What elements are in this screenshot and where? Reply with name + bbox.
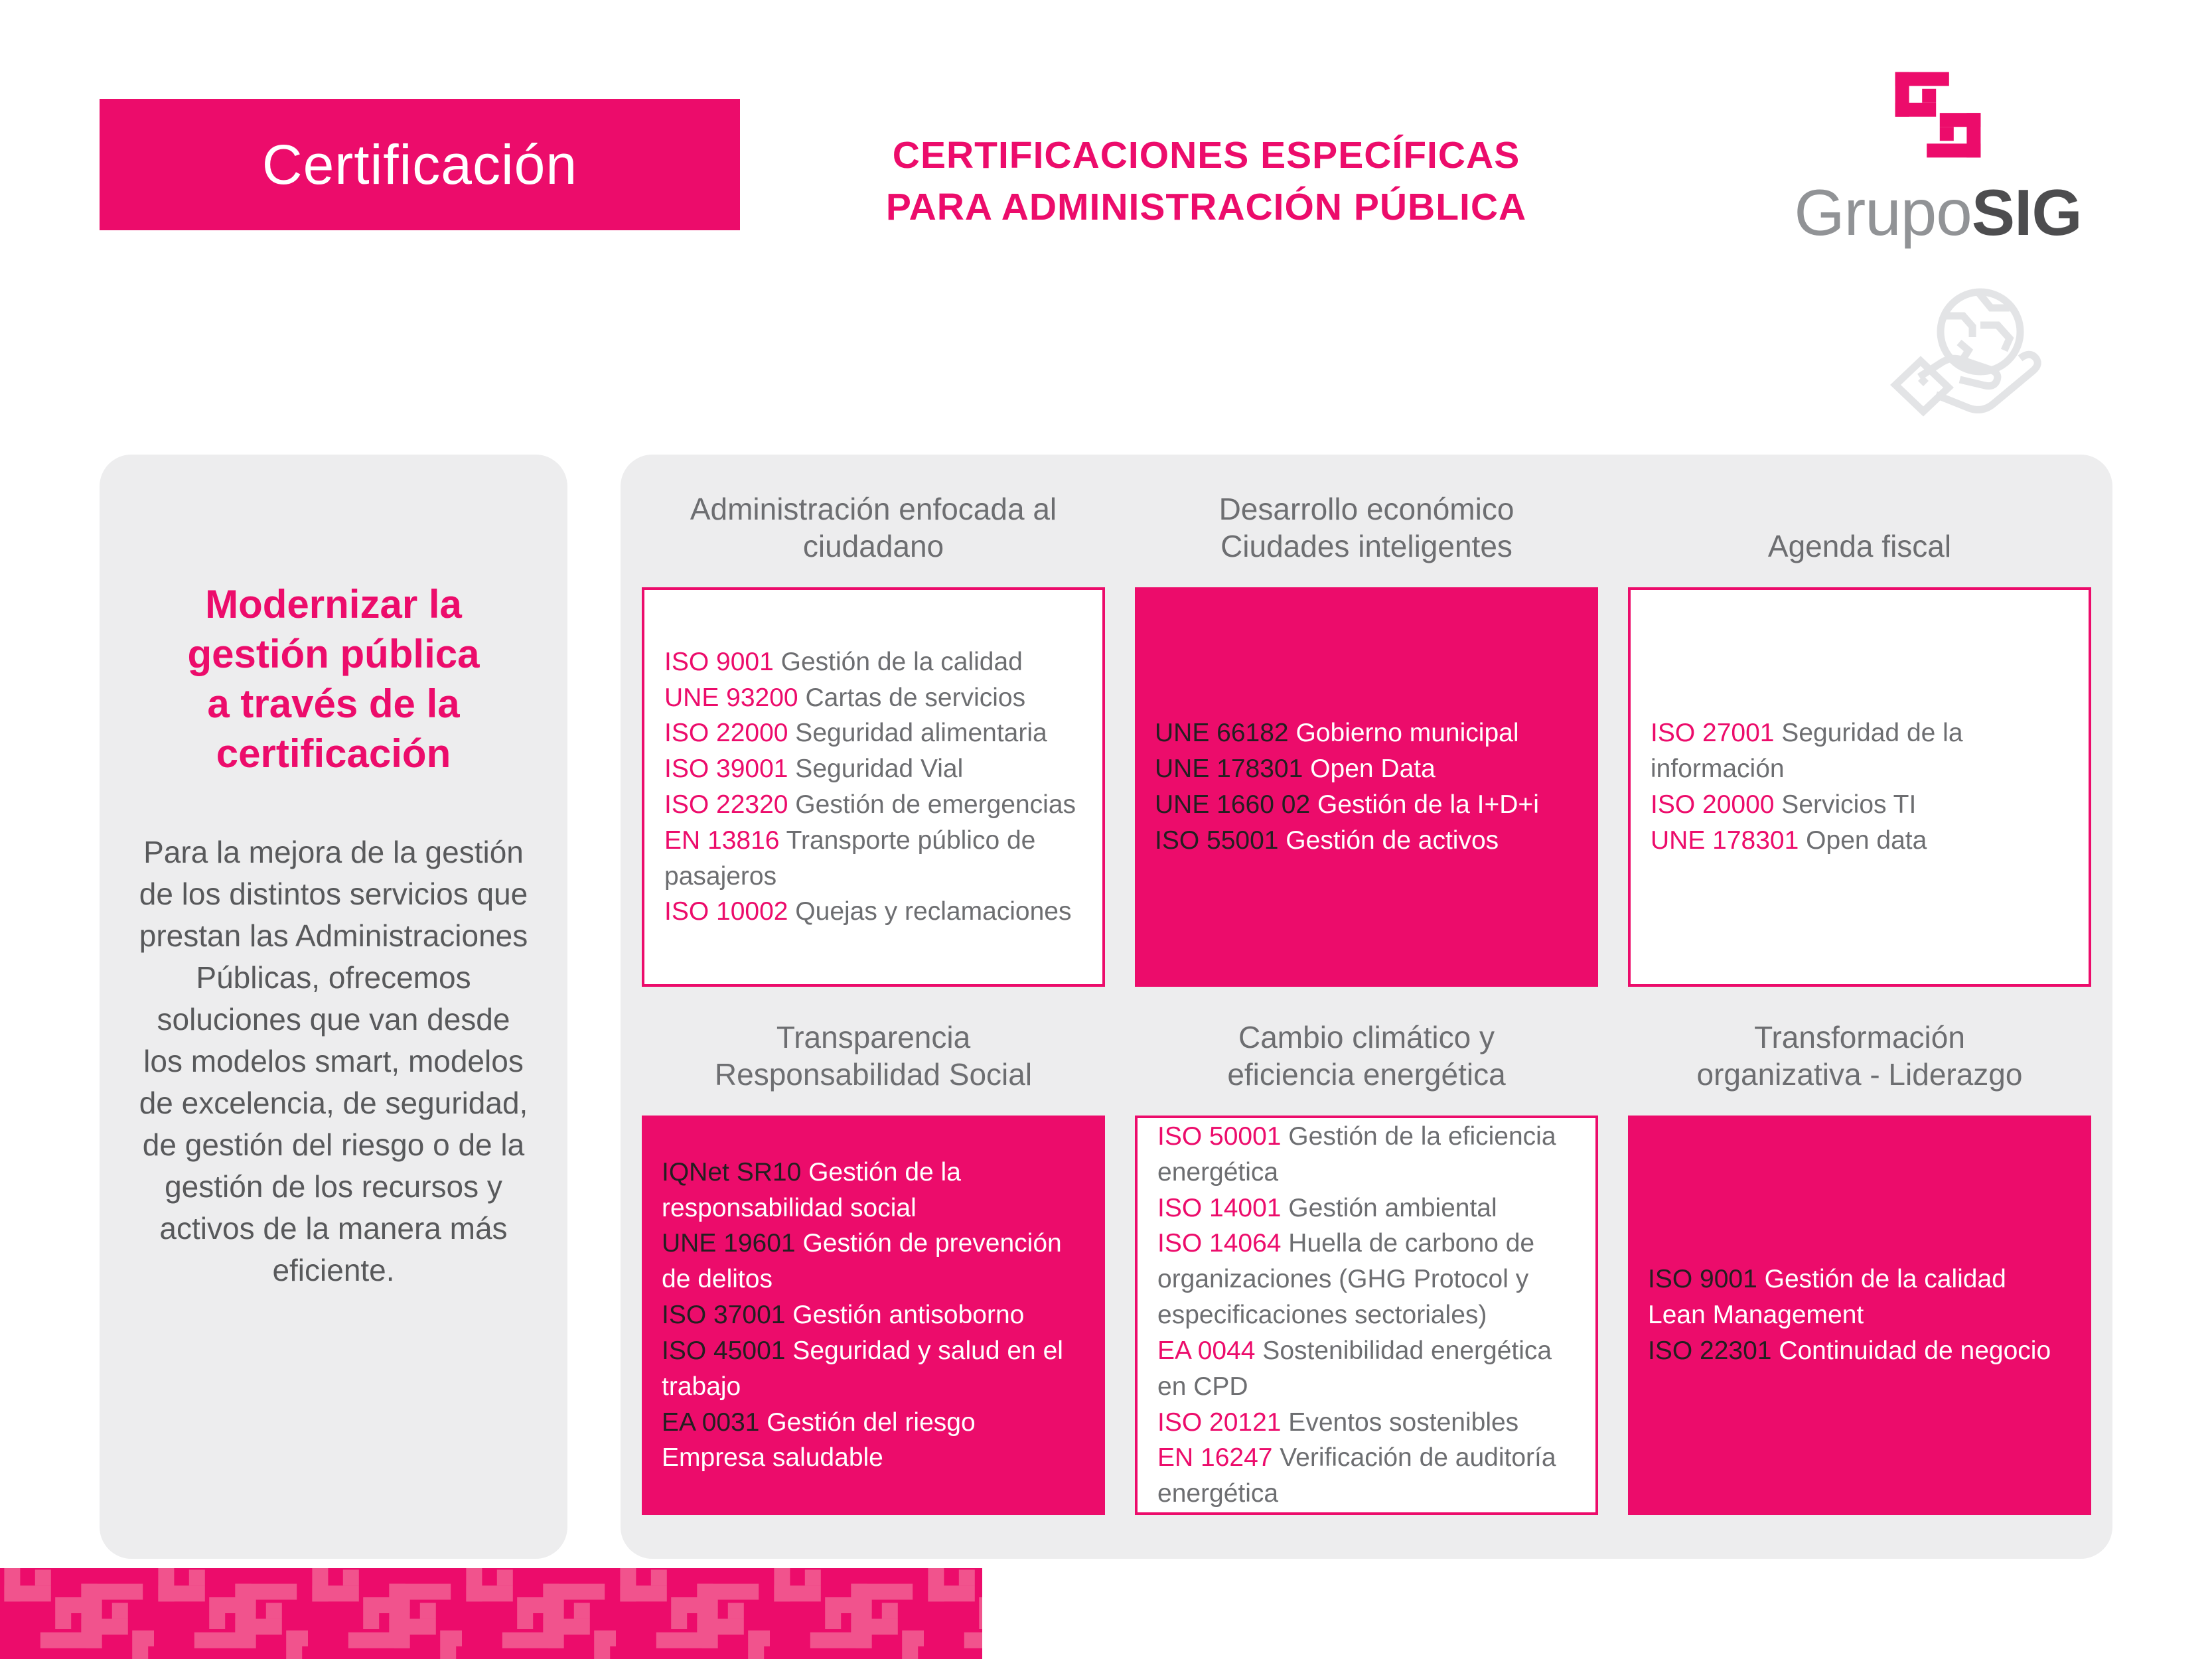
- banner: [100, 99, 740, 230]
- card-heading: Desarrollo económico Ciudades inteligentes: [1218, 491, 1514, 563]
- cert-item: ISO 22301 Continuidad de negocio: [1648, 1336, 2051, 1365]
- cards-board: [621, 455, 2112, 1559]
- intro-panel: [100, 455, 567, 1559]
- card-heading: Administración enfocada al ciudadano: [690, 491, 1057, 563]
- cert-item: UNE 178301 Open data: [1651, 826, 1927, 855]
- logo-sig: SIG: [1971, 176, 2082, 249]
- meander-pattern: [0, 1568, 982, 1659]
- cert-item: ISO 45001 Seguridad y salud en el trabajo: [662, 1336, 1063, 1401]
- cert-item: UNE 178301 Open Data: [1155, 755, 1436, 784]
- cert-item: Empresa saludable: [662, 1443, 883, 1473]
- certification-card: [1628, 1116, 2091, 1515]
- logo-grupo: Grupo: [1794, 176, 1972, 249]
- cert-item: ISO 50001 Gestión de la eficiencia energética: [1157, 1122, 1556, 1187]
- grupo-sig-brackets-icon: [1882, 66, 1994, 163]
- cert-item: UNE 19601 Gestión de prevención de delitos: [662, 1229, 1062, 1294]
- page-title: CERTIFICACIONES ESPECÍFICAS PARA ADMINISTRACIÓN PÚBLICA: [885, 134, 1527, 228]
- cert-item: EA 0044 Sostenibilidad energética en CPD: [1157, 1336, 1552, 1401]
- intro-heading: Modernizar la gestión pública a través de la certificación: [187, 582, 480, 776]
- cert-item: EN 16247 Verificación de auditoría energética: [1157, 1443, 1556, 1508]
- cert-item: ISO 10002 Quejas y reclamaciones: [664, 897, 1072, 926]
- cert-item: ISO 20121 Eventos sostenibles: [1157, 1407, 1519, 1437]
- cert-item: UNE 93200 Cartas de servicios: [664, 683, 1026, 712]
- cert-item: ISO 22320 Gestión de emergencias: [664, 790, 1076, 819]
- cert-item: UNE 66182 Gobierno municipal: [1155, 719, 1519, 748]
- certification-card: [1628, 587, 2091, 987]
- cert-item: ISO 14064 Huella de carbono de organizaciones (GHG Protocol y especificaciones sectoriales): [1157, 1229, 1535, 1330]
- card-heading: Cambio climático y eficiencia energética: [1227, 1019, 1506, 1092]
- certification-card: [1135, 1116, 1598, 1515]
- hand-globe-icon: [1880, 277, 2053, 422]
- cert-item: ISO 20000 Servicios TI: [1651, 790, 1917, 819]
- logo: [1739, 66, 2137, 250]
- cert-item: ISO 14001 Gestión ambiental: [1157, 1193, 1497, 1222]
- board-column-1: [642, 488, 1105, 1516]
- card-heading: Transformación organizativa - Liderazgo: [1696, 1019, 2023, 1092]
- cert-item: ISO 55001 Gestión de activos: [1155, 826, 1499, 855]
- certification-card: [642, 1116, 1105, 1515]
- cert-item: ISO 39001 Seguridad Vial: [664, 755, 964, 784]
- card-heading: Transparencia Responsabilidad Social: [714, 1019, 1033, 1092]
- cert-item: ISO 37001 Gestión antisoborno: [662, 1301, 1025, 1330]
- certification-card: [642, 587, 1105, 987]
- cert-item: IQNet SR10 Gestión de la responsabilidad social: [662, 1157, 961, 1222]
- cert-item: ISO 9001 Gestión de la calidad: [1648, 1265, 2006, 1294]
- board-column-3: [1628, 488, 2091, 1516]
- intro-paragraph: Para la mejora de la gestión de los distintos servicios que prestan las Administraciones Públicas, ofrecemos soluciones que van desde los modelos smart, modelos de excelencia, de seguridad, de gestión del riesgo o de la gestión de los recursos y activos de la manera más eficiente.: [139, 835, 528, 1288]
- board-column-2: [1135, 488, 1598, 1516]
- cert-item: EA 0031 Gestión del riesgo: [662, 1407, 976, 1437]
- cert-item: ISO 9001 Gestión de la calidad: [664, 647, 1023, 676]
- cert-item: Lean Management: [1648, 1301, 1864, 1330]
- cert-item: UNE 1660 02 Gestión de la I+D+i: [1155, 790, 1539, 819]
- cert-item: ISO 27001 Seguridad de la información: [1651, 719, 1963, 784]
- logo-text: [1739, 175, 2137, 250]
- cert-item: EN 13816 Transporte público de pasajeros: [664, 826, 1036, 891]
- cert-item: ISO 22000 Seguridad alimentaria: [664, 719, 1047, 748]
- certification-card: [1135, 587, 1598, 987]
- card-heading: Agenda fiscal: [1767, 528, 1952, 563]
- banner-title: Certificación: [261, 133, 578, 196]
